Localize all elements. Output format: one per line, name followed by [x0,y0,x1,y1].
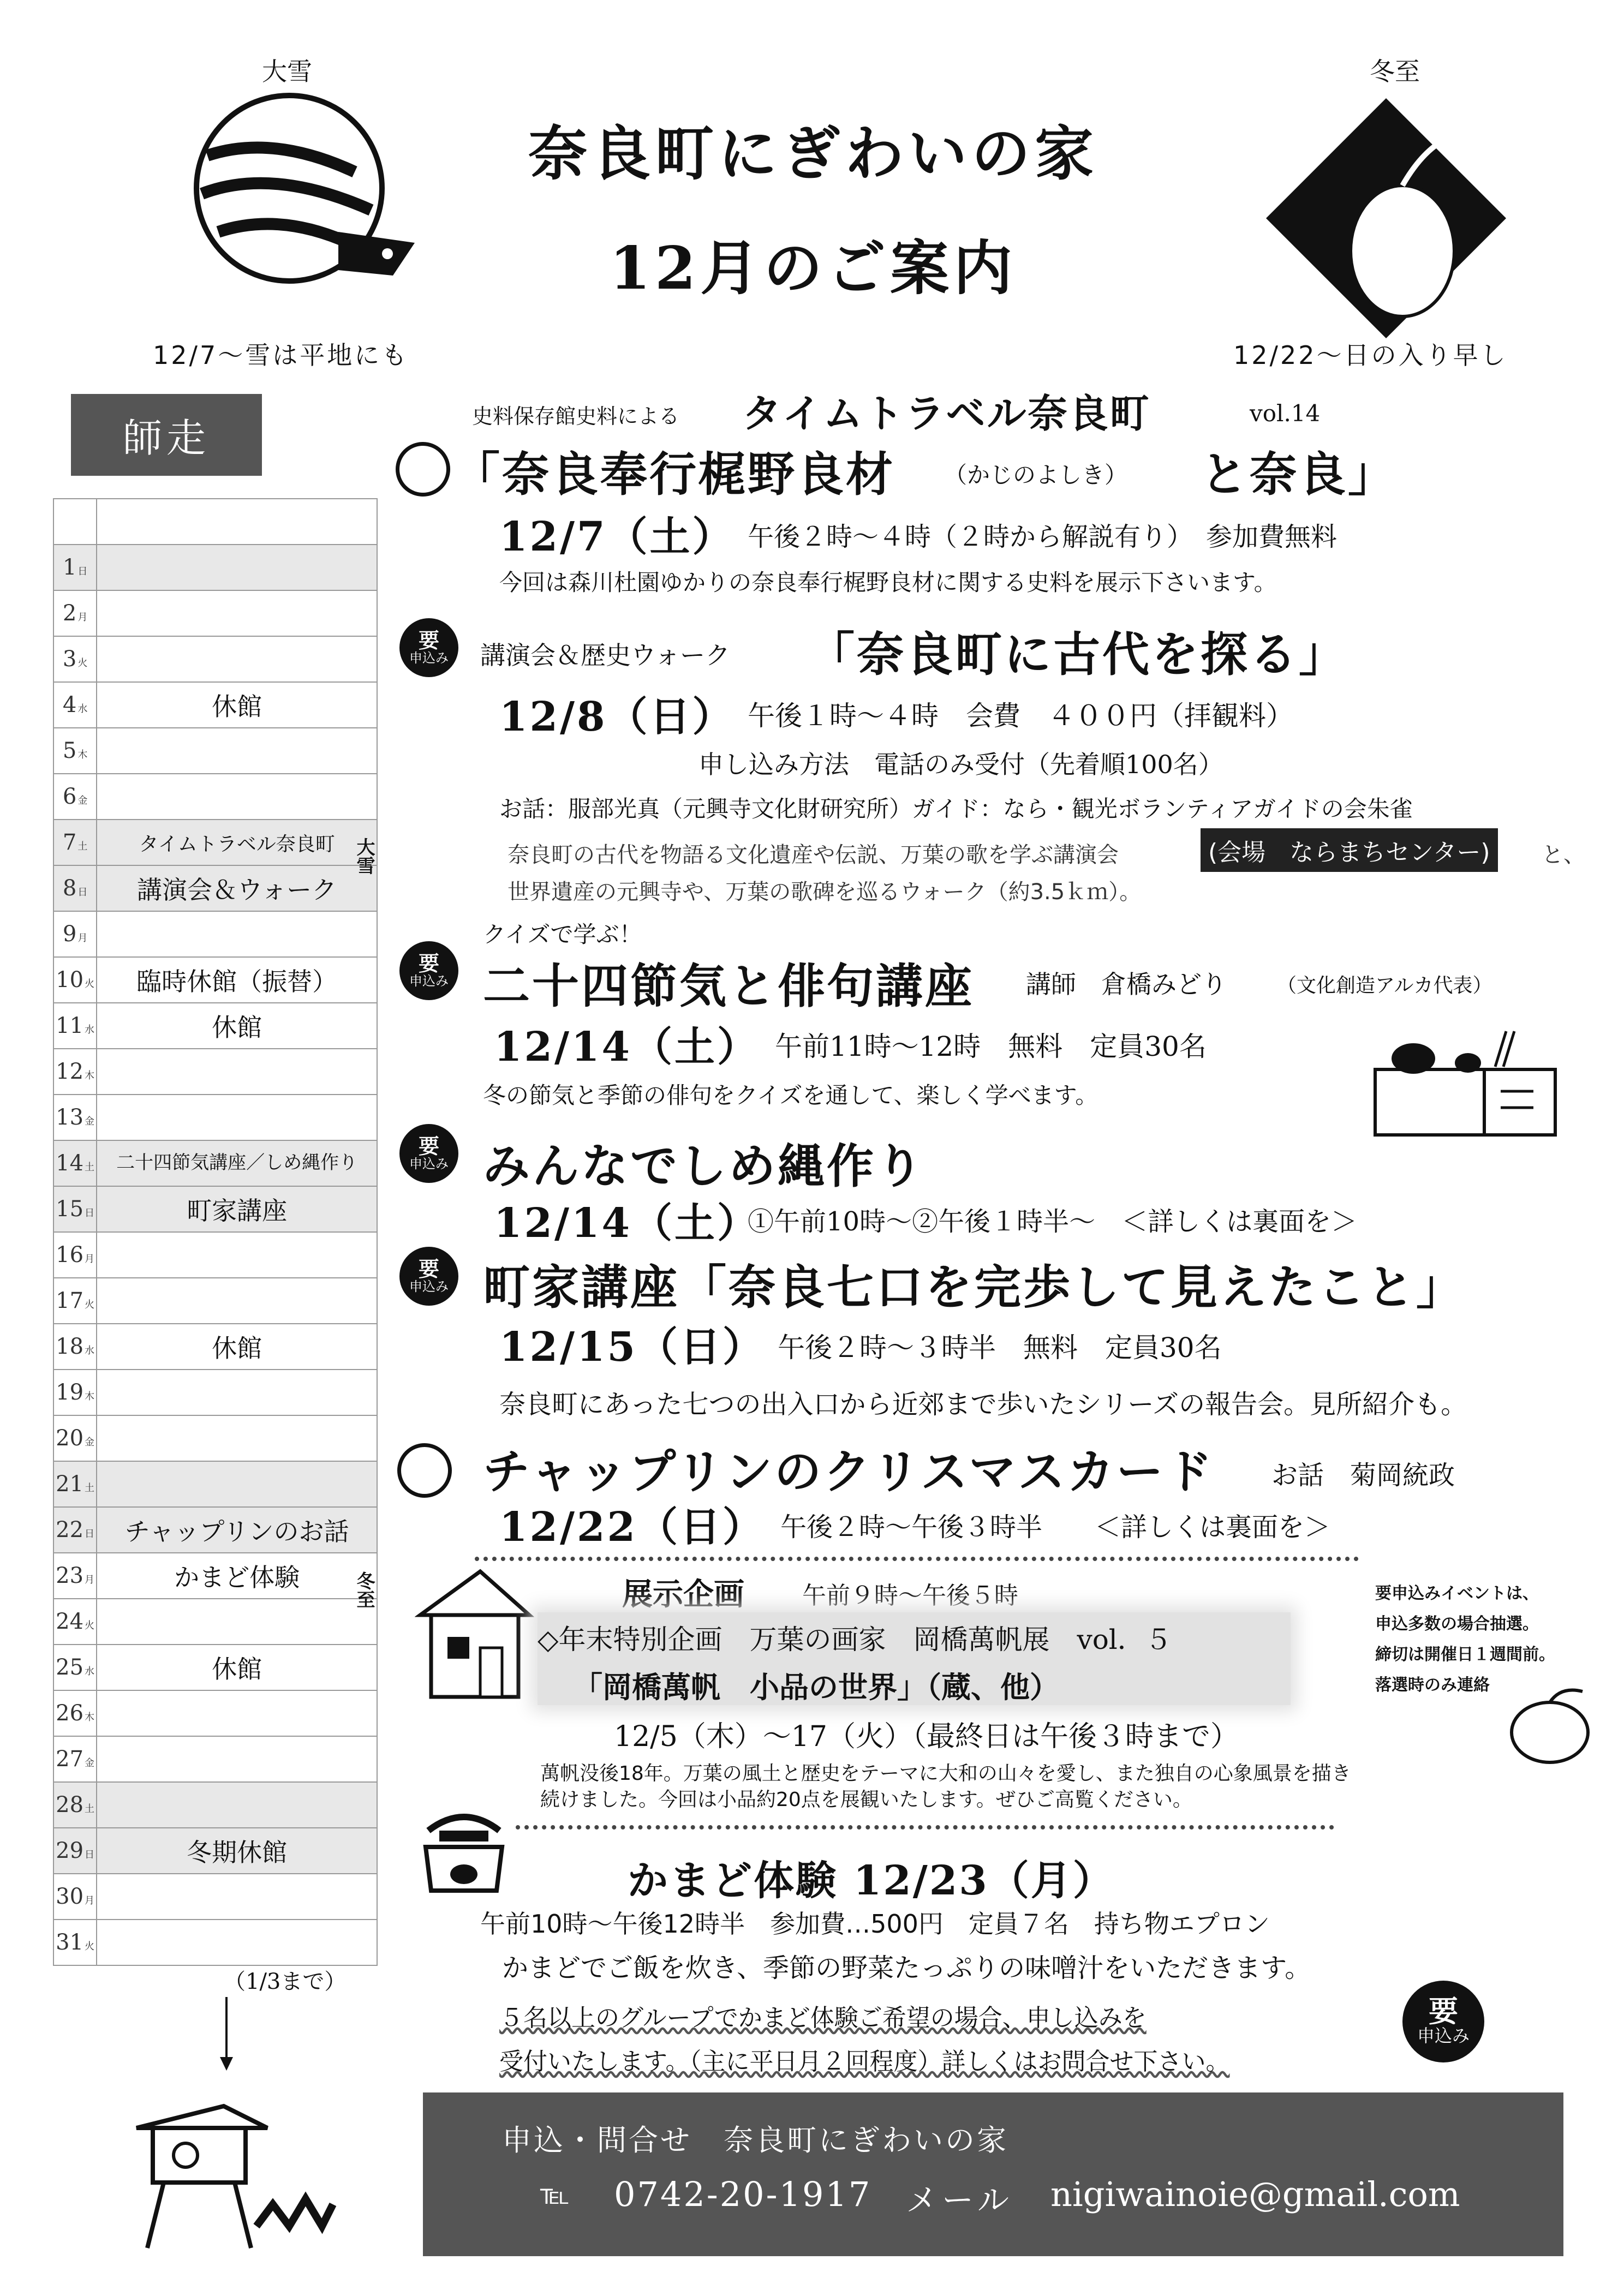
calendar-day-number: 28 土 [53,1782,97,1828]
calendar-event-cell [97,1049,377,1095]
event3-date: 12/14（土） [494,1024,760,1071]
event4-date: 12/14（土） [494,1200,760,1247]
apply-required-badge: 要 申込み [399,1124,458,1183]
calendar-event-cell [97,682,377,728]
calendar-day-number: 5 木 [53,728,97,774]
calendar-event-cell [97,1003,377,1049]
calendar-row [53,1828,377,1874]
kamado-group-1: ５名以上のグループでかまど体験ご希望の場合、申し込みを [499,2004,1147,2032]
calendar-day-number: 20 金 [53,1415,97,1461]
calendar-tag-toji: 冬至 [353,1571,375,1609]
kamado-group-2: 受付いたします。（主に平日月２回程度）詳しくはお問合せ下さい。 [499,2048,1230,2076]
right-season-note: 12/22〜日の入り早し [1233,340,1508,370]
event1-title-b: と奈良」 [1201,447,1397,502]
calendar-event-cell [97,957,377,1003]
calendar-row [53,1461,377,1507]
calendar-day-of-week: 月 [85,1253,95,1265]
event2-description-end: と、 [1542,842,1585,868]
event3-teacher-org: （文化創造アルカ代表） [1277,974,1492,997]
event1-series: タイムトラベル奈良町 [742,390,1151,437]
calendar-event-text: 講演会＆ウォーク [137,875,337,905]
tel-label: ℡ [540,2179,570,2210]
calendar-day-number: 17 火 [53,1278,97,1324]
calendar-day-of-week: 火 [85,1941,95,1952]
calendar-event-cell [97,1186,377,1232]
calendar-day-of-week: 木 [85,1391,95,1402]
calendar-event-cell [97,1645,377,1690]
calendar-day-number: 21 土 [53,1461,97,1507]
calendar-event-cell [97,1232,377,1278]
calendar-day-of-week: 土 [85,1162,95,1173]
calendar-day-number: 23 月 [53,1553,97,1599]
calendar-day-of-week: 日 [85,1207,95,1219]
event3-time: 午前11時〜12時 無料 定員30名 [775,1031,1207,1062]
calendar-day-number: 16 月 [53,1232,97,1278]
calendar-row [53,774,377,820]
calendar-day-of-week: 木 [85,1070,95,1081]
calendar-event-text: 休館 [212,1334,262,1363]
calendar-header-row [53,499,377,545]
calendar-day-of-week: 金 [85,1437,95,1448]
open-event-circle-icon [397,1443,452,1498]
calendar-row [53,590,377,636]
left-season-note: 12/7〜雪は平地にも [153,340,409,370]
kamado-stove-illustration [417,1792,510,1896]
calendar-day-number: 12 木 [53,1049,97,1095]
arrow-down-icon [216,1997,237,2073]
calendar-row [53,820,377,865]
calendar-event-cell [97,1782,377,1828]
calendar-event-cell [97,1370,377,1415]
exhibition-label: 展示企画 [622,1576,744,1612]
calendar-event-text: 二十四節気講座／しめ縄作り [116,1152,358,1174]
event3-pre: クイズで学ぶ！ [483,921,642,948]
calendar-day-number: 8 日 [53,865,97,911]
event1-date: 12/7（土） [499,513,735,560]
calendar-day-of-week: 金 [85,1116,95,1127]
left-season-label: 大雪 [262,57,312,86]
calendar-day-of-week: 水 [85,1345,95,1356]
sleeping-cat-illustration [175,90,431,286]
calendar-event-cell [97,820,377,865]
calendar-row [53,1095,377,1140]
calendar-day-of-week: 火 [85,1299,95,1311]
page-subtitle: 12月のご案内 [609,234,1017,303]
event6-time: 午後２時〜午後３時半 ＜詳しくは裏面を＞ [780,1512,1331,1542]
tangerine-illustration [1501,1681,1599,1768]
calendar-row [53,545,377,590]
calendar-event-text: かまど体験 [174,1563,300,1592]
closure-note: （1/3まで） [224,1969,347,1994]
calendar-event-cell [97,774,377,820]
calendar-day-number: 24 火 [53,1599,97,1645]
calendar-event-cell [97,728,377,774]
calendar-row [53,1599,377,1645]
calendar-row [53,1415,377,1461]
calendar-row [53,728,377,774]
calendar-day-of-week: 木 [85,1712,95,1723]
calendar-tag-taisetsu: 大雪 [353,838,375,875]
event2-speaker: お話：服部光真（元興寺文化財研究所）ガイド：なら・観光ボランティアガイドの会朱雀 [499,796,1413,822]
event1-title-ruby: （かじのよしき） [944,462,1128,488]
event6-speaker: お話 菊岡統政 [1271,1460,1455,1491]
calendar-event-cell [97,1690,377,1736]
calendar-day-number: 13 金 [53,1095,97,1140]
calendar-day-of-week: 金 [77,795,88,806]
exhibition-date: 12/5（木）〜17（火）（最終日は午後３時まで） [614,1720,1239,1753]
exhibition-desc-2: 続けました。今回は小品約20点を展観いたします。ぜひご高覧ください。 [540,1789,1192,1811]
calendar-row [53,1782,377,1828]
calendar-row [53,1324,377,1370]
calendar-day-of-week: 木 [77,749,88,761]
event3-description: 冬の節気と季節の俳句をクイズを通して、楽しく学べます。 [483,1082,1098,1109]
event5-date: 12/15（日） [499,1324,765,1371]
calendar-event-cell [97,1736,377,1782]
dotted-divider [475,1557,1359,1561]
calendar-event-cell [97,1140,377,1186]
side-note-text: 要申込みイベントは、 申込多数の場合抽選。 締切は開催日１週間前。 落選時のみ連絡 [1375,1584,1555,1695]
apply-required-badge: 要 申込み [399,1247,458,1306]
exhibition-hours: 午前９時〜午後５時 [802,1582,1018,1610]
calendar-day-number: 26 木 [53,1690,97,1736]
calendar-day-number: 14 土 [53,1140,97,1186]
calendar-day-number: 31 火 [53,1920,97,1965]
contact-box [423,2092,1563,2256]
calendar-day-number: 19 木 [53,1370,97,1415]
calendar-row [53,1370,377,1415]
calendar-event-text: 冬期休館 [187,1838,288,1867]
event3-title: 二十四節気と俳句講座 [483,959,974,1014]
calendar-row [53,1645,377,1690]
calendar-event-cell [97,911,377,957]
calendar-day-of-week: 日 [85,1849,95,1861]
calendar-event-text: 休館 [212,1654,262,1684]
event2-description-1: 奈良町の古代を物語る文化遺産や伝説、万葉の歌を学ぶ講演会 [507,842,1119,868]
calendar-day-of-week: 日 [77,887,88,898]
calendar-row [53,1278,377,1324]
exhibition-line1: ◇年末特別企画 万葉の画家 岡橋萬帆展 vol．５ [538,1624,1172,1655]
calendar-day-number: 10 火 [53,957,97,1003]
calendar-day-of-week: 土 [77,841,88,852]
calendar-event-text: 休館 [212,1013,262,1042]
calendar-event-cell [97,1324,377,1370]
calendar-event-text: 臨時休館（振替） [136,967,338,996]
calendar-row [53,1049,377,1095]
event1-pre: 史料保存館史料による [472,404,680,428]
contact-phone[interactable]: 0742-20-1917 [614,2174,872,2214]
calendar-day-number: 29 日 [53,1828,97,1874]
event1-title-a: 「奈良奉行梶野良材 [453,447,895,502]
contact-email[interactable]: nigiwainoie@gmail.com [1050,2174,1460,2214]
event2-apply: 申し込み方法 電話のみ受付（先着順100名） [698,750,1223,779]
calendar-event-cell [97,1415,377,1461]
calendar-event-cell [97,1920,377,1965]
calendar-day-of-week: 火 [85,1620,95,1631]
calendar-row [53,865,377,911]
calendar-row [53,636,377,682]
calendar-event-text: チャップリンのお話 [124,1517,349,1546]
calendar-event-cell [97,1553,377,1599]
apply-required-badge: 要 申込み [399,941,458,1000]
event5-description: 奈良町にあった七つの出入口から近郊まで歩いたシリーズの報告会。見所紹介も。 [499,1389,1467,1420]
calendar-event-cell [97,590,377,636]
calendar-day-of-week: 月 [77,932,88,944]
event1-description: 今回は森川杜園ゆかりの奈良奉行梶野良材に関する史料を展示下さいます。 [499,569,1277,596]
event2-venue-box: (会場 ならまちセンター) [1201,828,1498,872]
calendar-event-cell [97,865,377,911]
calendar-day-of-week: 火 [77,657,88,669]
calendar-day-number: 6 金 [53,774,97,820]
calendar-row [53,1003,377,1049]
event2-time: 午後１時〜４時 会費 ４００円（拝観料） [748,700,1293,732]
calendar-day-number: 4 水 [53,682,97,728]
calendar-day-number: 9 月 [53,911,97,957]
right-season-label: 冬至 [1370,57,1420,86]
calendar-row [53,1920,377,1965]
open-event-circle-icon [396,442,450,497]
calendar-row [53,1140,377,1186]
calendar-event-cell [97,1874,377,1920]
page-title: 奈良町にぎわいの家 [528,119,1098,188]
calendar-day-of-week: 月 [85,1895,95,1906]
event5-time: 午後２時〜３時半 無料 定員30名 [778,1332,1222,1364]
calendar-day-number: 11 水 [53,1003,97,1049]
calendar-event-cell [97,1507,377,1553]
calendar-row [53,1553,377,1599]
calendar-event-cell [97,1599,377,1645]
calendar-event-text: タイムトラベル奈良町 [139,833,335,856]
event1-vol: vol.14 [1250,400,1321,427]
exhibition-desc-1: 萬帆没後18年。万葉の風土と歴史をテーマに大和の山々を愛し、また独自の心象風景を描き [540,1762,1351,1785]
calendar-day-of-week: 月 [85,1574,95,1586]
calendar-row [53,1690,377,1736]
kamado-description: かまどでご飯を炊き、季節の野菜たっぷりの味噌汁をいただきます。 [502,1953,1311,1983]
calendar-day-of-week: 火 [85,978,95,990]
machiya-house-illustration [415,1566,535,1702]
calendar-day-number: 18 水 [53,1324,97,1370]
calendar-event-text: 町家講座 [187,1196,288,1225]
calendar-day-number: 22 日 [53,1507,97,1553]
event6-date: 12/22（日） [499,1504,765,1551]
calendar-day-of-week: 日 [85,1528,95,1540]
calendar-row [53,1736,377,1782]
calendar-row [53,957,377,1003]
event5-title: 町家講座「奈良七口を完歩して見えたこと」 [483,1260,1465,1315]
event2-pre: 講演会＆歴史ウォーク [480,641,731,670]
event2-description-2: 世界遺産の元興寺や、万葉の歌碑を巡るウォーク（約3.5ｋｍ）。 [507,880,1142,905]
kettle-hearth-illustration [1370,1015,1561,1140]
event4-title: みんなでしめ縄作り [483,1139,925,1194]
calendar-day-of-week: 水 [77,703,88,715]
calendar-day-of-week: 土 [85,1803,95,1815]
calendar-day-number: 15 日 [53,1186,97,1232]
event2-date: 12/8（日） [499,693,735,740]
kamado-time: 午前10時〜午後12時半 参加費…500円 定員７名 持ち物エプロン [480,1909,1270,1939]
dotted-divider [516,1825,1334,1829]
calendar-table [53,498,378,1966]
calendar-day-number: 30 月 [53,1874,97,1920]
calendar-day-number: 7 土 [53,820,97,865]
calendar-row [53,1186,377,1232]
calendar-day-number: 1 日 [53,545,97,590]
calendar-event-cell [97,1828,377,1874]
calendar-day-number: 2 月 [53,590,97,636]
event6-title: チャップリンのクリスマスカード [483,1444,1215,1499]
calendar-event-text: 休館 [212,692,262,721]
event4-time: ①午前10時〜②午後１時半〜 ＜詳しくは裏面を＞ [748,1206,1358,1237]
calendar-day-number: 27 金 [53,1736,97,1782]
event1-time: 午後２時〜４時（２時から解説有り） 参加費無料 [748,522,1338,552]
calendar-day-number: 25 水 [53,1645,97,1690]
apply-required-badge: 要 申込み [399,618,458,677]
calendar-row [53,911,377,957]
calendar-event-cell [97,1278,377,1324]
watchtower-illustration [126,2095,344,2253]
calendar-row [53,1507,377,1553]
calendar-day-of-week: 金 [85,1757,95,1769]
calendar-day-number: 3 火 [53,636,97,682]
calendar-row [53,1874,377,1920]
calendar-day-of-week: 水 [85,1024,95,1036]
calendar-row [53,1232,377,1278]
kamado-title: かまど体験 12/23（月） [628,1857,1115,1904]
month-label: 師走 [71,394,262,476]
calendar-day-of-week: 日 [77,566,88,577]
calendar-day-of-week: 土 [85,1482,95,1494]
exhibition-line2: 「岡橋萬帆 小品の世界」（蔵、他） [573,1670,1059,1705]
calendar-day-of-week: 水 [85,1666,95,1677]
calendar-event-cell [97,636,377,682]
apply-required-badge: 要 申込み [1402,1981,1484,2062]
contact-line: 申込・問合せ 奈良町にぎわいの家 [502,2123,1008,2157]
calendar-event-cell [97,545,377,590]
calendar-event-cell [97,1095,377,1140]
event3-teacher: 講師 倉橋みどり [1026,970,1227,999]
calendar-row [53,682,377,728]
calendar-event-cell [97,1461,377,1507]
mail-label: メール [906,2181,1013,2219]
calendar-day-of-week: 月 [77,612,88,623]
event2-title: 「奈良町に古代を探る」 [808,627,1348,682]
turnip-diamond-illustration [1261,93,1512,344]
